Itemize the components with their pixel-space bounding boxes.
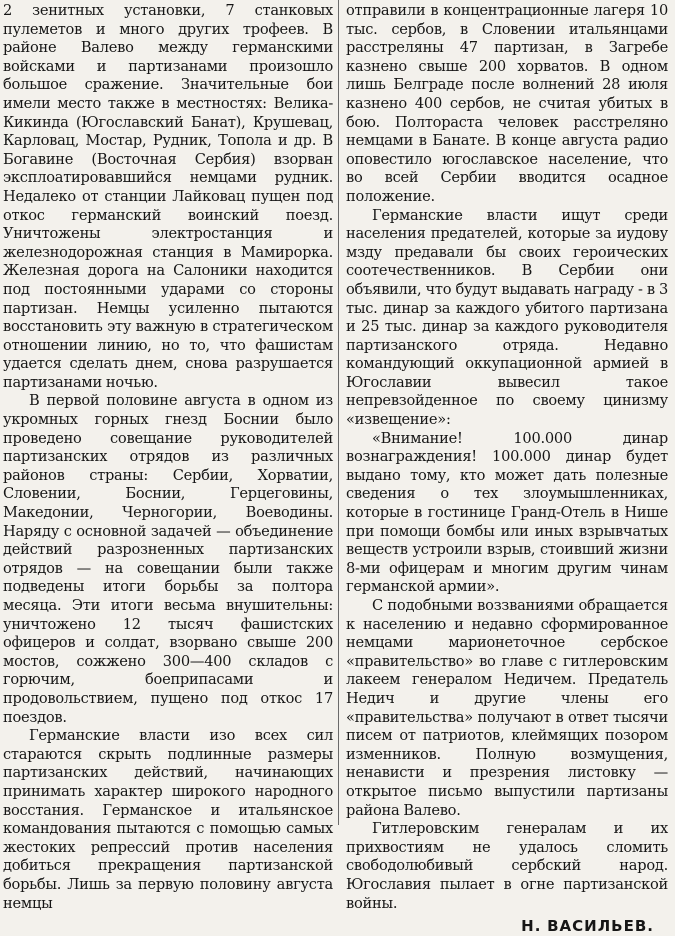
paragraph: Германские власти ищут среди населения предателей, которые за иудову мзду предавали бы своих героических соотечественников. В Сербии они объявили, что будут выдавать награду - в 3 тыс. динар за каждого убитого партизана и 25 тыс. динар за каждого руководителя партизанского отряда. Недавно командующий оккупационной армией в Югославии вывесил такое непревзойденное по своему цинизму «извещение»: <box>346 206 668 429</box>
author-signature: Н. ВАСИЛЬЕВ. <box>521 917 654 936</box>
paragraph: Гитлеровским генералам и их прихвостиям не удалось сломить свободолюбивый сербский народ. Югославия пылает в огне партизанской войны. <box>346 820 668 912</box>
paragraph: 2 зенитных установки, 7 станковых пулеметов и много других трофеев. В районе Валево между германскими войсками и партизанами произошло большое сражение. Значительные бои имели место также в местностях: Велика-Кикинда (Югославский Банат), Крушевац, Карловац, Мостар, Рудник, Топола и др. В Богавине (Восточная Сербия) взорван эксплоатировавшийся немцами рудник. Недалеко от станции Лайковац пущен под откос германский воинский поезд. Уничтожены электростанция и железнодорожная станция в Мамирорка. Железная дорога на Салоники находится под постоянными ударами со стороны партизан. Немцы усиленно пытаются восстановить эту важную в стратегическом отношении линию, но то, что фашистам удается сделать днем, снова разрушается партизанами ночью. <box>3 2 333 391</box>
paragraph: В первой половине августа в одном из укромных горных гнезд Боснии было проведено совещание руководителей партизанских отрядов из различных районов страны: Сербии, Хорватии, Словении, Боснии, Герцеговины, Македонии, Черногории, Воеводины. Наряду с основной задачей — объединение действий разрозненных партизанских отрядов — на совещании были также подведены итоги борьбы за полтора месяца. Эти итоги весьма внушительны: уничтожено 12 тысяч фашистских офицеров и солдат, взорвано свыше 200 мостов, сожжено 300—400 складов с горючим, боеприпасами и продовольствием, пущено под откос 17 поездов. <box>3 392 333 726</box>
paragraph: С подобными воззваниями обращается к населению и недавно сформированное немцами марионеточное сербское «правительство» во главе с гитлеровским лакеем генералом Недичем. Предатель Недич и другие члены его «правительства» получают в ответ тысячи писем от патриотов, клеймящих позором изменников. Полную возмущения, ненависти и презрения листовку — открытое письмо выпустили партизаны района Валево. <box>346 597 668 819</box>
right-column <box>346 2 668 936</box>
column-divider <box>338 0 339 825</box>
paragraph: Германские власти изо всех сил стараются скрыть подлинные размеры партизанских действий, начинающих принимать характер широкого народного восстания. Германское и итальянское командования пытаются с помощью самых жестоких репрессий против населения добиться прекращения партизанской борьбы. Лишь за первую половину августа немцы <box>3 727 333 912</box>
quoted-notice: «Внимание! 100.000 динар вознаграждения! 100.000 динар будет выдано тому, кто может дать полезные сведения о тех злоумышленниках, которые в гостинице Гранд-Отель в Нише при помощи бомбы или иных взрывчатых веществ устроили взрыв, стоивший жизни 8-ми офицерам и многим другим чинам германской армии». <box>346 429 668 596</box>
left-column <box>3 2 333 913</box>
paragraph: отправили в концентрационные лагеря 10 тыс. сербов, в Словении итальянцами расстреляны 47 партизан, в Загребе казнено свыше 200 хорватов. В одном лишь Белграде после волнений 28 июля казнено 400 сербов, не считая убитых в бою. Полтораста человек расстреляно немцами в Банате. В конце августа радио оповестило югославское население, что во всей Сербии вводится осадное положение. <box>346 2 668 205</box>
